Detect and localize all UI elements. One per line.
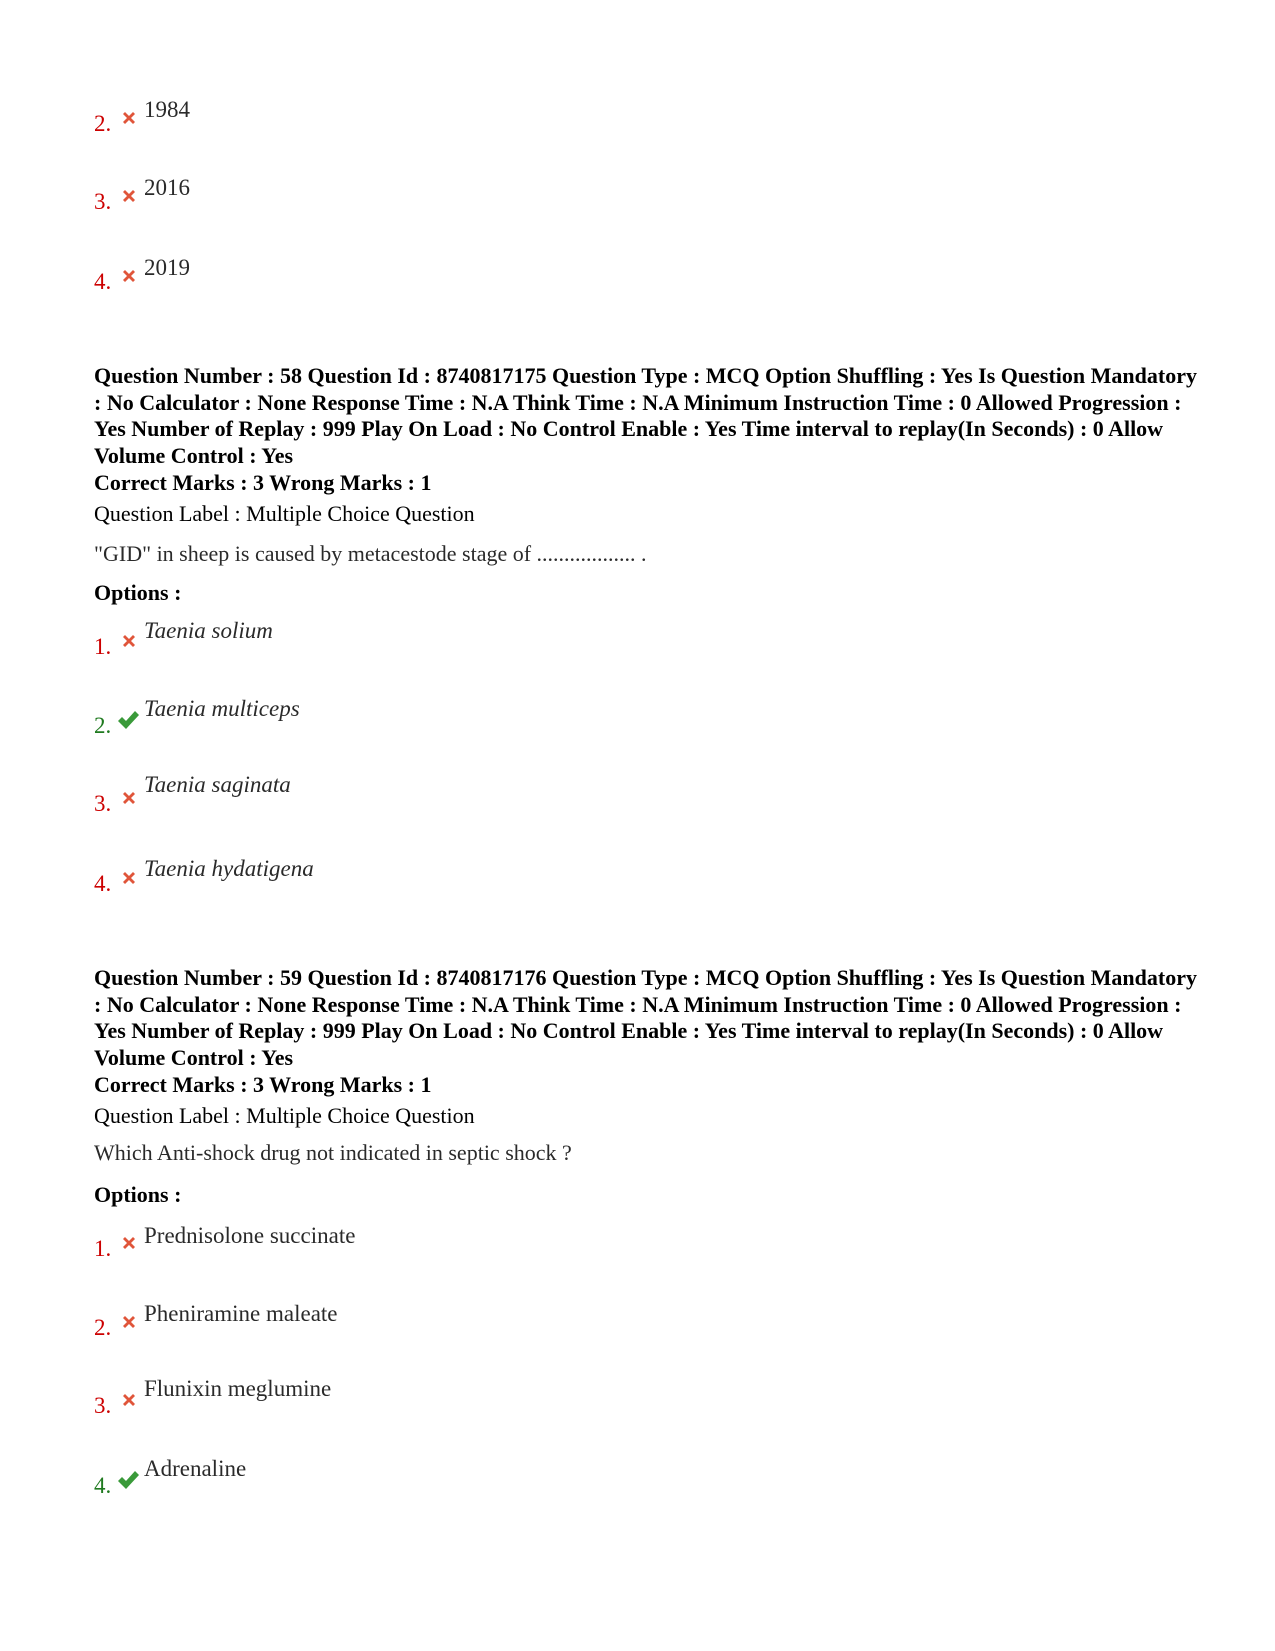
prev-option-3 (94, 176, 694, 236)
option-text: Taenia solium (144, 618, 273, 643)
option-text: Flunixin meglumine (144, 1376, 332, 1401)
question-59-text: Which Anti-shock drug not indicated in septic shock ? (94, 1140, 572, 1165)
option-text: Taenia hydatigena (144, 856, 314, 881)
option-text: Prednisolone succinate (144, 1223, 356, 1248)
question-59-meta: Question Number : 59 Question Id : 8740817176 Question Type : MCQ Option Shuffling : Yes Is Question Mandatory : No Calculator : None Response Time : N.A Think Time : N.A Minimum Instruction Time : 0 Allowed Progression : Yes Number of Replay : 999 Play On Load : No Control Enable : Yes Time interval to replay(In Seconds) : 0 Allow Volume Control : Yes (94, 965, 1197, 1070)
check-icon (116, 1469, 140, 1491)
q58-option-1 (94, 619, 694, 679)
cross-icon (119, 1233, 139, 1253)
option-number: 2. (94, 713, 112, 738)
cross-icon (119, 788, 139, 808)
q59-option-4 (94, 1457, 694, 1517)
cross-icon (119, 631, 139, 651)
question-58-options-heading: Options : (94, 580, 182, 605)
check-icon (116, 709, 140, 731)
cross-icon (119, 1312, 139, 1332)
option-number: 2. (94, 1315, 112, 1340)
question-58-meta: Question Number : 58 Question Id : 8740817175 Question Type : MCQ Option Shuffling : Yes Is Question Mandatory : No Calculator : None Response Time : N.A Think Time : N.A Minimum Instruction Time : 0 Allowed Progression : Yes Number of Replay : 999 Play On Load : No Control Enable : Yes Time interval to replay(In Seconds) : 0 Allow Volume Control : Yes (94, 363, 1197, 468)
option-text: Taenia saginata (144, 772, 291, 797)
q58-option-3 (94, 773, 694, 833)
prev-option-2 (94, 98, 694, 158)
q59-option-2 (94, 1302, 694, 1362)
question-59-marks: Correct Marks : 3 Wrong Marks : 1 (94, 1072, 432, 1097)
option-text: Taenia multiceps (144, 696, 300, 721)
q58-option-2 (94, 697, 694, 757)
cross-icon (119, 868, 139, 888)
option-number: 4. (94, 269, 112, 294)
cross-icon (119, 108, 139, 128)
prev-option-4 (94, 256, 694, 316)
question-58-marks: Correct Marks : 3 Wrong Marks : 1 (94, 470, 432, 495)
option-number: 1. (94, 634, 112, 659)
question-59-label: Question Label : Multiple Choice Question (94, 1103, 475, 1128)
cross-icon (119, 1390, 139, 1410)
option-number: 4. (94, 1473, 112, 1498)
option-number: 4. (94, 871, 112, 896)
option-text: 2016 (144, 175, 190, 200)
option-text: 1984 (144, 97, 190, 122)
option-text: Adrenaline (144, 1456, 247, 1481)
option-number: 2. (94, 111, 112, 136)
question-58-label: Question Label : Multiple Choice Question (94, 501, 475, 526)
q59-option-1 (94, 1224, 694, 1284)
option-number: 3. (94, 189, 112, 214)
option-number: 3. (94, 1393, 112, 1418)
option-number: 1. (94, 1236, 112, 1261)
question-58-text: "GID" in sheep is caused by metacestode stage of .................. . (94, 541, 647, 566)
option-text: 2019 (144, 255, 190, 280)
q58-option-4 (94, 857, 694, 917)
option-text: Pheniramine maleate (144, 1301, 338, 1326)
question-59-options-heading: Options : (94, 1182, 182, 1207)
option-number: 3. (94, 791, 112, 816)
cross-icon (119, 266, 139, 286)
q59-option-3 (94, 1377, 694, 1437)
cross-icon (119, 186, 139, 206)
